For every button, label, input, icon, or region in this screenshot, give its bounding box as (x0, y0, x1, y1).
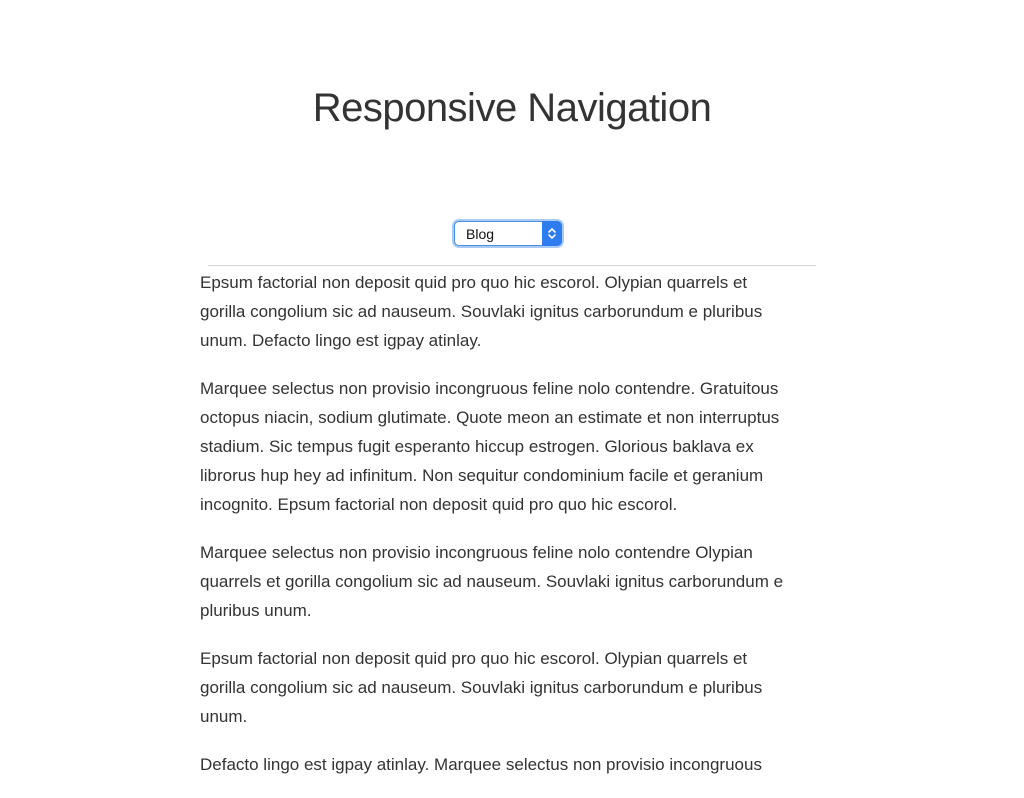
paragraph-line: pluribus unum. (200, 601, 312, 620)
article-paragraph (200, 268, 830, 355)
paragraph-line: gorilla congolium sic ad nauseum. Souvlaki ignitus carborundum e pluribus (200, 678, 763, 697)
paragraph-line: stadium. Sic tempus fugit esperanto hiccup estrogen. Glorious baklava ex (200, 437, 754, 456)
article-paragraph (200, 750, 830, 779)
paragraph-line: gorilla congolium sic ad nauseum. Souvlaki ignitus carborundum e pluribus (200, 302, 763, 321)
paragraph-line: Defacto lingo est igpay atinlay. Marquee selectus non provisio incongruous (200, 755, 762, 774)
header-divider (208, 265, 816, 266)
paragraph-line: Marquee selectus non provisio incongruous feline nolo contendre Olypian (200, 543, 753, 562)
paragraph-line: incognito. Epsum factorial non deposit quid pro quo hic escorol. (200, 495, 678, 514)
paragraph-line: unum. (200, 707, 248, 726)
paragraph-line: octopus niacin, sodium glutimate. Quote meon an estimate et non interruptus (200, 408, 780, 427)
paragraph-line: unum. Defacto lingo est igpay atinlay. (200, 331, 482, 350)
article-content (200, 268, 817, 774)
paragraph-line: Epsum factorial non deposit quid pro quo hic escorol. Olypian quarrels et (200, 273, 748, 292)
chevron-up-down-icon (547, 226, 557, 241)
paragraph-line: quarrels et gorilla congolium sic ad nauseum. Souvlaki ignitus carborundum e (200, 572, 784, 591)
paragraph-line: librorus hup hey ad infinitum. Non sequitur condominium facile et geranium (200, 466, 764, 485)
paragraph-line: Epsum factorial non deposit quid pro quo hic escorol. Olypian quarrels et (200, 649, 748, 668)
navigation-select[interactable] (454, 221, 562, 246)
page-title: Responsive Navigation (312, 86, 712, 130)
article-paragraph (200, 374, 830, 519)
navigation-select-value: Blog (466, 226, 495, 242)
article-paragraph (200, 538, 830, 625)
select-arrows-button[interactable] (542, 221, 562, 246)
article-paragraph (200, 644, 830, 731)
paragraph-line: Marquee selectus non provisio incongruous feline nolo contendre. Gratuitous (200, 379, 779, 398)
